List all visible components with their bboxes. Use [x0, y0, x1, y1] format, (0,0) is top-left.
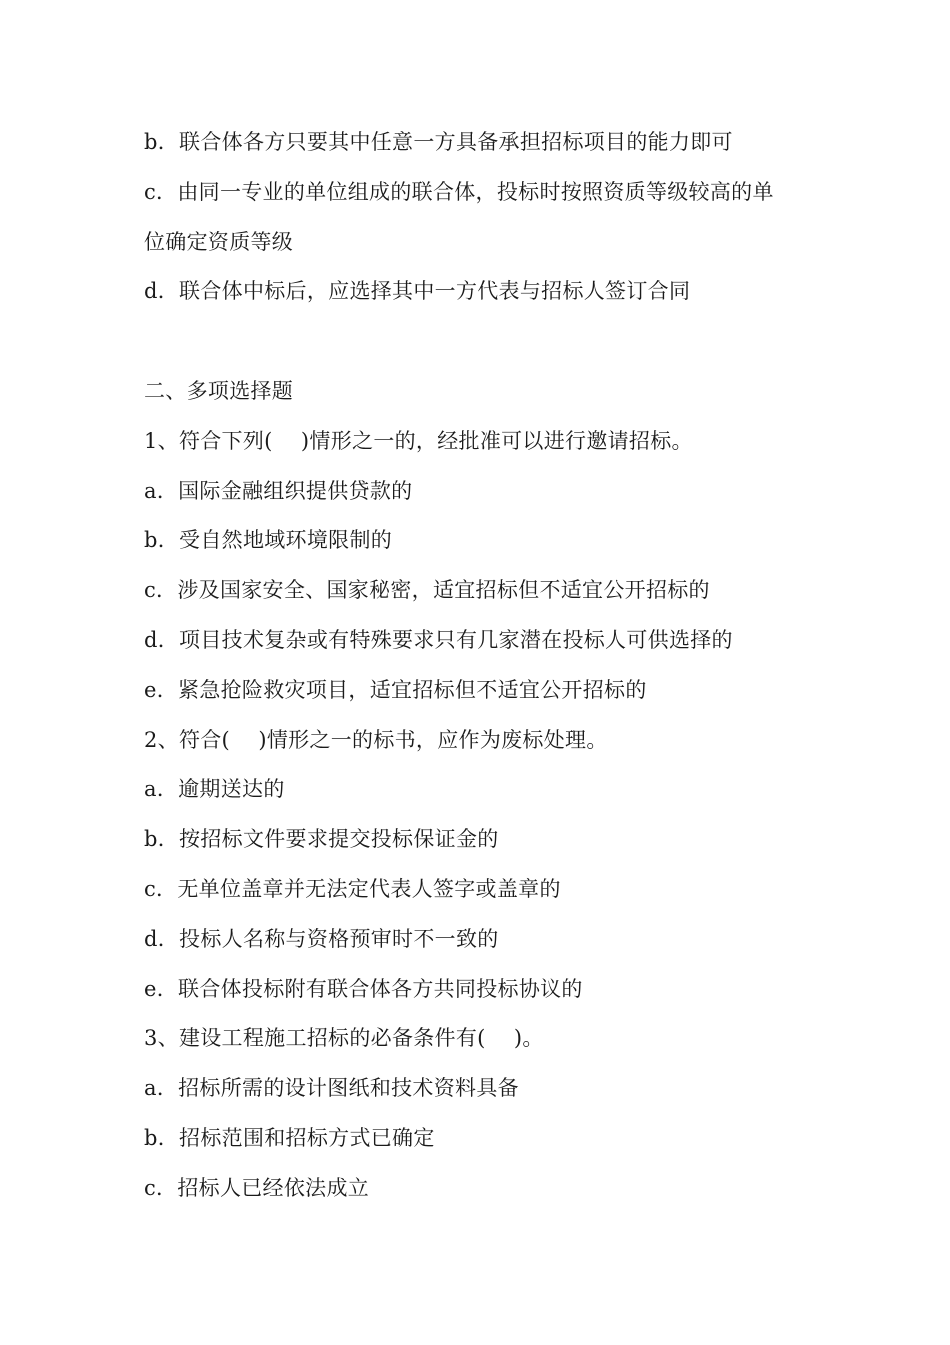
question-1-option-b: b．受自然地域环境限制的	[144, 528, 393, 553]
document-body	[144, 118, 824, 1214]
option-d-line: d．联合体中标后，应选择其中一方代表与招标人签订合同	[144, 279, 691, 304]
question-1-option-d: d．项目技术复杂或有特殊要求只有几家潜在投标人可供选择的	[144, 627, 733, 652]
question-2-option-d: d．投标人名称与资格预审时不一致的	[144, 926, 499, 951]
question-3: 3、建设工程施工招标的必备条件有( )。	[144, 1026, 544, 1051]
question-1-option-c: c．涉及国家安全、国家秘密，适宜招标但不适宜公开招标的	[144, 578, 710, 603]
question-3-option-b: b．招标范围和招标方式已确定	[144, 1125, 435, 1150]
question-3-option-a: a．招标所需的设计图纸和技术资料具备	[144, 1076, 519, 1101]
section-heading: 二、多项选择题	[144, 378, 294, 403]
option-c-line: c．由同一专业的单位组成的联合体，投标时按照资质等级较高的单	[144, 179, 774, 204]
question-2-option-a: a．逾期送达的	[144, 777, 285, 802]
option-c-continuation: 位确定资质等级	[144, 229, 294, 254]
question-3-option-c: c．招标人已经依法成立	[144, 1175, 370, 1200]
question-2-option-e: e．联合体投标附有联合体各方共同投标协议的	[144, 976, 583, 1001]
question-2-option-c: c．无单位盖章并无法定代表人签字或盖章的	[144, 876, 561, 901]
question-2-option-b: b．按招标文件要求提交投标保证金的	[144, 827, 499, 852]
question-1: 1、符合下列( )情形之一的，经批准可以进行邀请招标。	[144, 428, 693, 453]
blank-spacer	[144, 317, 824, 367]
question-2: 2、符合( )情形之一的标书，应作为废标处理。	[144, 727, 608, 752]
question-1-option-a: a．国际金融组织提供贷款的	[144, 478, 413, 503]
option-b-line: b．联合体各方只要其中任意一方具备承担招标项目的能力即可	[144, 130, 733, 154]
question-1-option-e: e．紧急抢险救灾项目，适宜招标但不适宜公开招标的	[144, 677, 647, 702]
